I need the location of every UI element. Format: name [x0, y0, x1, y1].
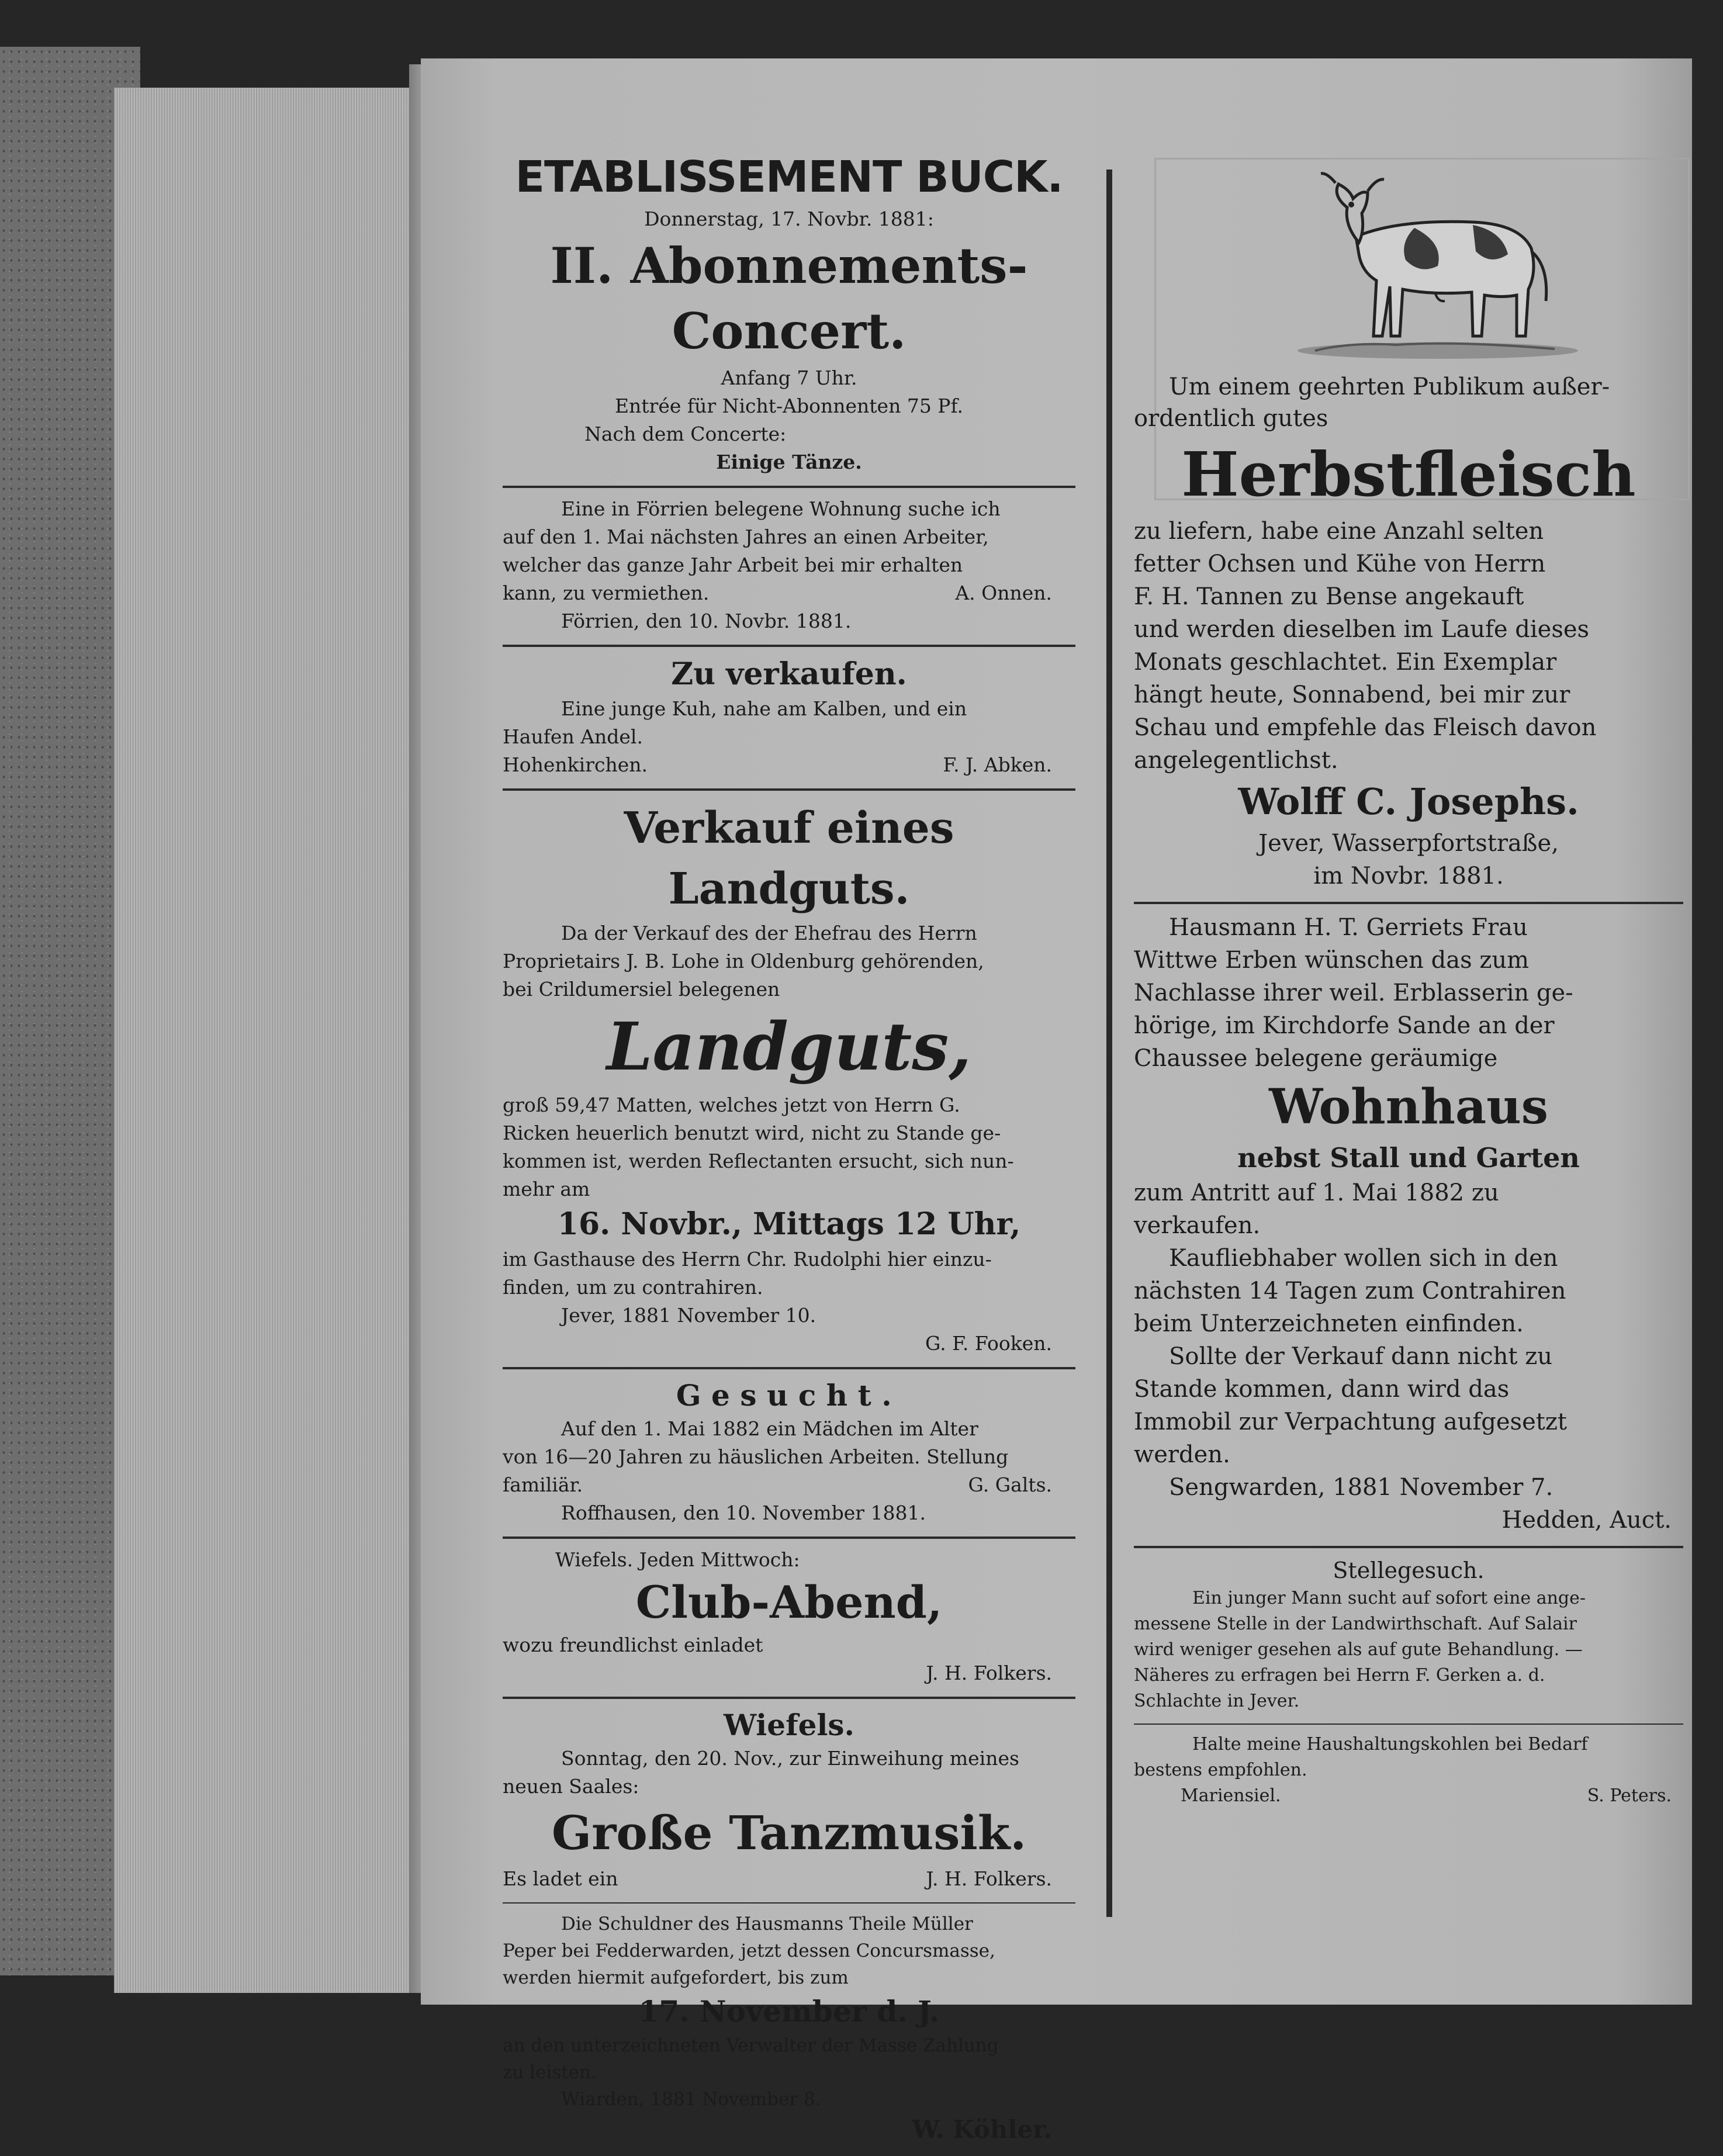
ad-wohnhaus: [1134, 904, 1683, 1548]
landgut-line: im Gasthause des Herrn Chr. Rudolphi hier einzu-: [503, 1248, 992, 1271]
ad-kuh: [503, 647, 1075, 791]
wohnhaus-line: Kaufliebhaber wollen sich in den: [1169, 1245, 1558, 1272]
fleisch-line: hängt heute, Sonnabend, bei mir zur: [1134, 681, 1570, 708]
schuldner-line: Die Schuldner des Hausmanns Theile Müller: [561, 1913, 973, 1934]
schuldner-line: Peper bei Fedderwarden, jetzt dessen Concursmasse,: [503, 1940, 995, 1961]
tanz-signature: J. H. Folkers.: [926, 1867, 1052, 1890]
right-column: [1134, 149, 1683, 1818]
landgut-place: Jever, 1881 November 10.: [561, 1304, 816, 1327]
ad-gesucht: [503, 1369, 1075, 1539]
wohnung-text: kann, zu vermiethen.: [503, 582, 710, 604]
stelle-line: Näheres zu erfragen bei Herrn F. Gerken a. d.: [1134, 1665, 1545, 1686]
kohlen-place: Mariensiel.: [1181, 1785, 1281, 1806]
concert-dances: Einige Tänze.: [716, 451, 862, 473]
ad-stellegesuch: [1134, 1548, 1683, 1725]
buck-title: ETABLISSEMENT BUCK.: [515, 152, 1063, 202]
schuldner-line: zu leisten.: [503, 2062, 597, 2083]
kuh-signature: F. J. Abken.: [943, 753, 1052, 776]
ad-club-abend: [503, 1539, 1075, 1699]
landgut-big: Landguts,: [606, 1009, 972, 1085]
wohnhaus-line: Nachlasse ihrer weil. Erblasserin ge-: [1134, 980, 1573, 1006]
landgut-signature: G. F. Fooken.: [925, 1332, 1052, 1355]
fleisch-head: Herbstfleisch: [1181, 438, 1636, 510]
tanz-place: Wiefels.: [724, 1708, 854, 1742]
club-line: wozu freundlichst einladet: [503, 1634, 763, 1656]
page-stack-edge: [114, 88, 418, 1993]
ad-landgut: [503, 791, 1075, 1369]
tanz-line: neuen Saales:: [503, 1775, 639, 1798]
gesucht-head: Gesucht.: [676, 1378, 902, 1413]
wohnhaus-head: Wohnhaus: [1269, 1079, 1548, 1135]
gesucht-place: Roffhausen, den 10. November 1881.: [561, 1501, 926, 1524]
wohnhaus-line: Immobil zur Verpachtung aufgesetzt: [1134, 1409, 1567, 1435]
wohnung-signature: A. Onnen.: [955, 582, 1052, 604]
schuldner-line: an den unterzeichneten Verwalter der Masse Zahlung: [503, 2035, 999, 2056]
concert-start: Anfang 7 Uhr.: [721, 366, 857, 389]
fleisch-date: im Novbr. 1881.: [1313, 863, 1504, 890]
fleisch-line: Schau und empfehle das Fleisch davon: [1134, 714, 1597, 741]
fleisch-line: ordentlich gutes: [1134, 405, 1328, 432]
stelle-line: wird weniger gesehen als auf gute Behandlung. —: [1134, 1639, 1583, 1660]
wohnhaus-line: zum Antritt auf 1. Mai 1882 zu: [1134, 1179, 1499, 1206]
kohlen-footer: [1134, 1783, 1683, 1809]
fleisch-line: angelegentlichst.: [1134, 747, 1338, 774]
kuh-footer: [503, 751, 1075, 779]
landgut-line: Proprietairs J. B. Lohe in Oldenburg gehörenden,: [503, 950, 984, 973]
wohnhaus-line: verkaufen.: [1134, 1212, 1261, 1239]
fleisch-place: Jever, Wasserpfortstraße,: [1258, 830, 1559, 857]
stelle-line: Ein junger Mann sucht auf sofort eine ange-: [1192, 1588, 1586, 1608]
landgut-line: Ricken heuerlich benutzt wird, nicht zu Stande ge-: [503, 1122, 1001, 1144]
gesucht-line: von 16—20 Jahren zu häuslichen Arbeiten. Stellung: [503, 1445, 1009, 1468]
wohnung-line: [503, 579, 1075, 607]
kohlen-line: Halte meine Haushaltungskohlen bei Bedarf: [1192, 1734, 1588, 1754]
gesucht-line: [503, 1471, 1075, 1499]
ad-herbstfleisch: [1134, 371, 1683, 904]
schuldner-place: Wiarden, 1881 November 8.: [561, 2089, 821, 2110]
tanz-line: Sonntag, den 20. Nov., zur Einweihung meines: [561, 1747, 1019, 1770]
ad-kohlen: [1134, 1725, 1683, 1818]
wohnhaus-line: beim Unterzeichneten einfinden.: [1134, 1310, 1524, 1337]
wohnung-line: auf den 1. Mai nächsten Jahres an einen Arbeiter,: [503, 525, 989, 548]
gesucht-text: familiär.: [503, 1473, 583, 1496]
wohnhaus-line: hörige, im Kirchdorfe Sande an der: [1134, 1012, 1555, 1039]
ad-schuldner: [503, 1904, 1075, 2156]
wohnhaus-line: Stande kommen, dann wird das: [1134, 1376, 1510, 1403]
tanz-head: Große Tanzmusik.: [551, 1805, 1027, 1860]
fleisch-line: F. H. Tannen zu Bense angekauft: [1134, 583, 1524, 610]
wohnung-place: Förrien, den 10. Novbr. 1881.: [561, 610, 852, 632]
column-divider: [1106, 169, 1112, 1917]
concert-title: II. Abonnements-Concert.: [550, 237, 1028, 360]
tanz-text: Es ladet ein: [503, 1867, 618, 1890]
wohnhaus-place: Sengwarden, 1881 November 7.: [1169, 1474, 1554, 1501]
stelle-line: Schlachte in Jever.: [1134, 1691, 1300, 1711]
wohnhaus-line: werden.: [1134, 1441, 1230, 1468]
stelle-line: messene Stelle in der Landwirthschaft. Auf Salair: [1134, 1614, 1577, 1634]
ad-wohnung: [503, 488, 1075, 647]
kohlen-signature: S. Peters.: [1587, 1785, 1672, 1806]
landgut-date: 16. Novbr., Mittags 12 Uhr,: [557, 1206, 1021, 1242]
left-column: [503, 149, 1075, 2156]
kohlen-line: bestens empfohlen.: [1134, 1760, 1307, 1780]
gesucht-line: Auf den 1. Mai 1882 ein Mädchen im Alter: [561, 1417, 978, 1440]
fleisch-line: und werden dieselben im Laufe dieses: [1134, 616, 1590, 643]
cow-icon: [1280, 149, 1584, 365]
landgut-line: groß 59,47 Matten, welches jetzt von Herrn G.: [503, 1093, 960, 1116]
wohnhaus-sub: nebst Stall und Garten: [1237, 1142, 1580, 1174]
wohnhaus-signature: Hedden, Auct.: [1501, 1507, 1672, 1534]
fleisch-line: fetter Ochsen und Kühe von Herrn: [1134, 551, 1546, 577]
stelle-head: Stellegesuch.: [1333, 1558, 1485, 1583]
landgut-line: bei Crildumersiel belegenen: [503, 978, 780, 1001]
landgut-line: kommen ist, werden Reflectanten ersucht, sich nun-: [503, 1150, 1014, 1172]
fleisch-line: Um einem geehrten Publikum außer-: [1169, 373, 1610, 400]
schuldner-date: 17. November d. J.: [638, 1994, 940, 2029]
wohnung-line: welcher das ganze Jahr Arbeit bei mir erhalten: [503, 553, 963, 576]
gesucht-signature: G. Galts.: [968, 1473, 1052, 1496]
wohnhaus-line: Chaussee belegene geräumige: [1134, 1045, 1498, 1072]
concert-after: Nach dem Concerte:: [584, 423, 787, 445]
schuldner-signature: W. Köhler.: [912, 2115, 1052, 2144]
landgut-line: finden, um zu contrahiren.: [503, 1276, 763, 1299]
buck-date: Donnerstag, 17. Novbr. 1881:: [644, 207, 934, 230]
kuh-line: Eine junge Kuh, nahe am Kalben, und ein: [561, 697, 967, 720]
landgut-line: Da der Verkauf des der Ehefrau des Herrn: [561, 922, 977, 944]
landgut-head: Verkauf eines Landguts.: [624, 803, 954, 914]
kuh-line: Haufen Andel.: [503, 725, 643, 748]
wohnhaus-line: Sollte der Verkauf dann nicht zu: [1169, 1343, 1553, 1370]
landgut-line: mehr am: [503, 1178, 590, 1200]
fleisch-line: zu liefern, habe eine Anzahl selten: [1134, 518, 1544, 545]
wohnhaus-line: Wittwe Erben wünschen das zum: [1134, 947, 1530, 974]
wohnung-line: Eine in Förrien belegene Wohnung suche ich: [561, 497, 1001, 520]
kuh-place: Hohenkirchen.: [503, 753, 648, 776]
schuldner-line: werden hiermit aufgefordert, bis zum: [503, 1967, 849, 1988]
cow-illustration: [1134, 149, 1683, 371]
club-line: Wiefels. Jeden Mittwoch:: [555, 1548, 800, 1571]
ad-tanzmusik: [503, 1699, 1075, 1904]
ad-etablissement-buck: [503, 149, 1075, 488]
tanz-footer: [503, 1865, 1075, 1893]
fleisch-line: Monats geschlachtet. Ein Exemplar: [1134, 649, 1557, 676]
club-head: Club-Abend,: [635, 1576, 943, 1628]
wohnhaus-line: nächsten 14 Tagen zum Contrahiren: [1134, 1278, 1566, 1304]
club-signature: J. H. Folkers.: [926, 1662, 1052, 1684]
kuh-head: Zu verkaufen.: [671, 656, 907, 692]
fleisch-signature: Wolff C. Josephs.: [1238, 780, 1579, 823]
wohnhaus-line: Hausmann H. T. Gerriets Frau: [1169, 914, 1528, 941]
concert-entry: Entrée für Nicht-Abonnenten 75 Pf.: [614, 394, 964, 417]
